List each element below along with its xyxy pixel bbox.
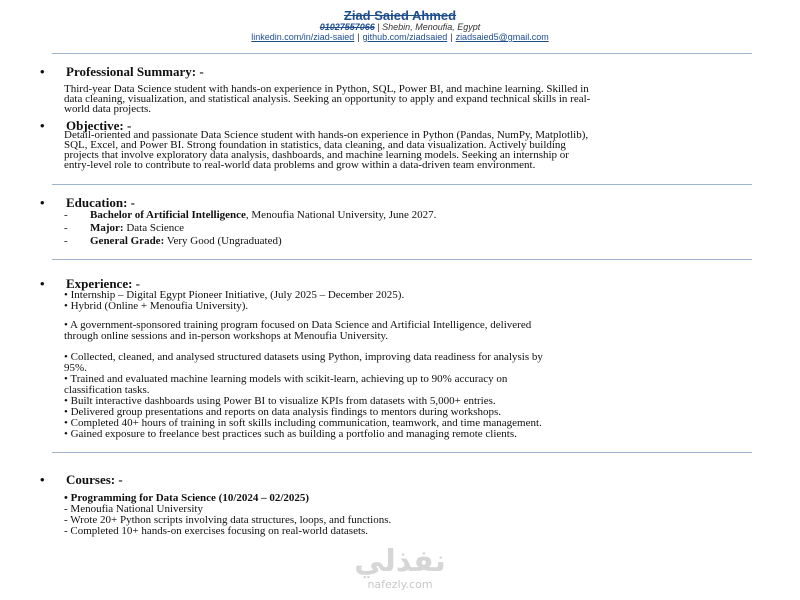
course-line: - Completed 10+ hands-on exercises focusing on real-world datasets. [64,525,369,537]
link-separator: | [357,32,360,42]
section-bullet: • [40,472,45,487]
experience-line: • Internship – Digital Egypt Pioneer Initiative, (July 2025 – December 2025). [64,289,405,301]
phone-number: 01027557066 [319,22,375,32]
dash: - [64,222,68,234]
objective-line: entry-level role to contribute to real-world data problems and grow within a data-driven team environment. [64,159,536,171]
section-bullet: • [40,118,45,133]
education-value: Data Science [123,222,185,234]
education-item [64,235,436,248]
experience-line: • A government-sponsored training program focused on Data Science and Artificial Intelligence, delivered [64,319,532,331]
location: | Shebin, Menoufia, Egypt [377,22,481,32]
course-title-text: • Programming for Data Science (10/2024 – 02/2025) [64,492,310,504]
education-label: Bachelor of Artificial Intelligence [90,209,246,221]
watermark-logo [352,546,448,591]
education-list [64,209,436,248]
section-title: Education: - [66,195,135,210]
achievement-line: • Trained and evaluated machine learning models with scikit-learn, achieving up to 90% accuracy on [64,373,508,385]
education-label: Major: [90,222,124,234]
education-value: Very Good (Ungraduated) [164,235,282,247]
experience-header [64,290,404,312]
experience-line: through online sessions and in-person workshops at Menoufia University. [64,330,389,342]
experience-achievements [64,352,543,440]
divider [52,184,752,185]
email-link[interactable]: ziadsaied5@gmail.com [455,32,549,42]
experience-description [64,320,531,342]
section-title: Courses: - [66,472,123,487]
achievement-line: • Built interactive dashboards using Power BI to visualize KPIs from datasets with 5,000+ entries. [64,395,496,407]
links-line [0,32,800,42]
education-item [64,209,436,222]
section-title: Professional Summary: - [66,64,204,79]
achievement-line: 95%. [64,362,87,374]
education-value: , Menoufia National University, June 2027. [245,209,437,221]
achievement-line: classification tasks. [64,384,150,396]
courses-list [64,493,391,537]
education-item [64,222,436,235]
summary-line: data cleaning, visualization, and statistical analysis. Seeking an opportunity to apply and expand technical skills in real- [64,93,591,105]
objective-line: Detail-oriented and passionate Data Science student with hands-on experience in Python (Pandas, NumPy, Matplotlib), [64,129,589,141]
summary-line: world data projects. [64,103,152,115]
achievement-line: • Gained exposure to freelance best practices such as building a portfolio and managing remote clients. [64,428,517,440]
divider [52,259,752,260]
dash: - [64,235,68,247]
objective-text [64,130,782,170]
watermark-arabic: نفذلي [354,544,446,579]
achievement-line: • Delivered group presentations and reports on data analysis findings to mentors during workshops. [64,406,502,418]
section-title: Objective: - [66,118,132,133]
achievement-line: • Collected, cleaned, and analysed structured datasets using Python, improving data readiness for analysis by [64,351,543,363]
section-bullet: • [40,195,45,210]
section-bullet: • [40,276,45,291]
objective-line: SQL, Excel, and Power BI. Strong foundation in statistics, data cleaning, and data visualization. Actively building [64,139,566,151]
summary-text [64,84,782,114]
section-courses-heading [40,472,123,488]
github-link[interactable]: github.com/ziadsaied [362,32,448,42]
divider [52,53,752,54]
section-title: Experience: - [66,276,141,291]
divider [52,452,752,453]
section-summary-heading [40,64,204,80]
section-bullet: • [40,64,45,79]
education-label: General Grade: [90,235,165,247]
watermark-url: nafezly.com [367,578,433,591]
linkedin-link[interactable]: linkedin.com/in/ziad-saied [251,32,355,42]
summary-line: Third-year Data Science student with hands-on experience in Python, SQL, Power BI, and machine learning. Skilled in [64,83,589,95]
objective-line: projects that involve exploratory data analysis, dashboards, and machine learning models. Seeking an internship or [64,149,569,161]
dash: - [64,209,68,221]
course-line: - Menoufia National University [64,503,203,515]
course-line: - Wrote 20+ Python scripts involving data structures, loops, and functions. [64,514,392,526]
achievement-line: • Completed 40+ hours of training in soft skills including communication, teamwork, and time management. [64,417,542,429]
experience-line: • Hybrid (Online + Menoufia University). [64,300,249,312]
link-separator: | [450,32,453,42]
contact-line [0,22,800,32]
candidate-name: Ziad Saied Ahmed [343,8,457,23]
